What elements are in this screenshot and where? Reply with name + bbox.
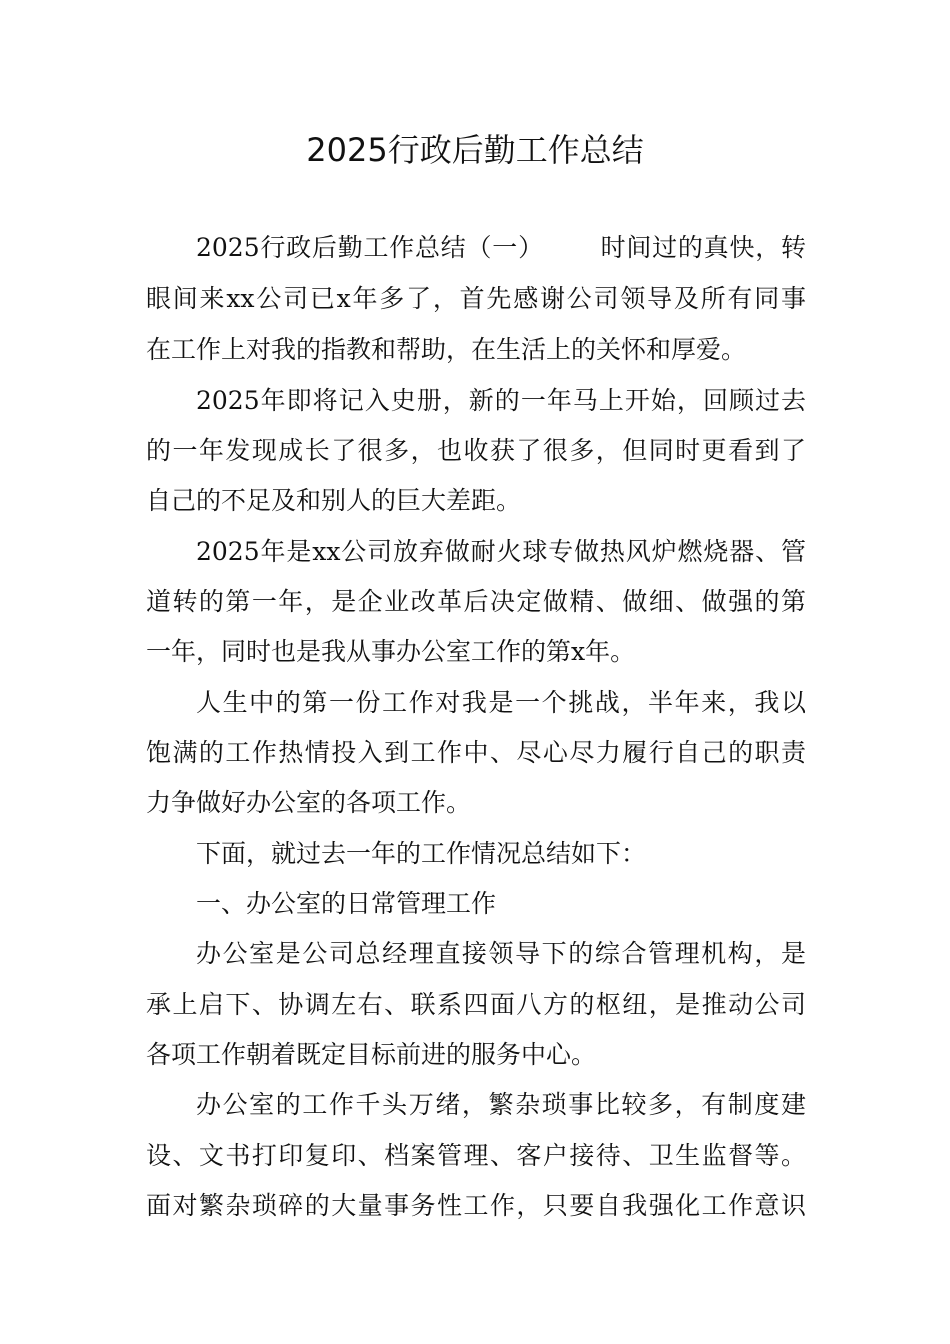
paragraph-line: 办公室的工作千头万绪，繁杂琐事比较多，有制度建 (196, 1090, 806, 1119)
paragraph-line: 2025年是xx公司放弃做耐火球专做热风炉燃烧器、管 (196, 537, 806, 566)
paragraph-line: 办公室是公司总经理直接领导下的综合管理机构，是 (196, 939, 806, 968)
paragraph-line: 自己的不足及和别人的巨大差距。 (146, 486, 522, 515)
paragraph-line: 各项工作朝着既定目标前进的服务中心。 (146, 1040, 597, 1069)
paragraph-text: 时间过的真快，转 (599, 233, 806, 262)
paragraph-line: 2025年即将记入史册，新的一年马上开始，回顾过去 (196, 386, 806, 415)
paragraph-line: 眼间来xx公司已x年多了，首先感谢公司领导及所有同事 (146, 284, 806, 313)
paragraph-line: 的一年发现成长了很多，也收获了很多，但同时更看到了 (146, 436, 806, 465)
section-heading: 一、办公室的日常管理工作 (196, 889, 497, 918)
paragraph-line (196, 228, 806, 268)
paragraph-line: 下面，就过去一年的工作情况总结如下： (196, 839, 647, 868)
page-title: 2025行政后勤工作总结 (306, 131, 644, 169)
paragraph-line: 力争做好办公室的各项工作。 (146, 788, 472, 817)
paragraph-line: 承上启下、协调左右、联系四面八方的枢纽，是推动公司 (146, 990, 806, 1019)
paragraph-line: 人生中的第一份工作对我是一个挑战，半年来，我以 (196, 688, 806, 717)
paragraph-line: 面对繁杂琐碎的大量事务性工作，只要自我强化工作意识 (146, 1191, 806, 1220)
paragraph-line: 道转的第一年，是企业改革后决定做精、做细、做强的第 (146, 587, 806, 616)
paragraph-line: 在工作上对我的指教和帮助，在生活上的关怀和厚爱。 (146, 335, 747, 364)
paragraph-line: 一年，同时也是我从事办公室工作的第x年。 (146, 637, 636, 666)
paragraph-line: 饱满的工作热情投入到工作中、尽心尽力履行自己的职责 (146, 738, 806, 767)
paragraph-line: 设、文书打印复印、档案管理、客户接待、卫生监督等。 (146, 1141, 806, 1170)
section-heading-inline: 2025行政后勤工作总结（一） (196, 233, 544, 262)
